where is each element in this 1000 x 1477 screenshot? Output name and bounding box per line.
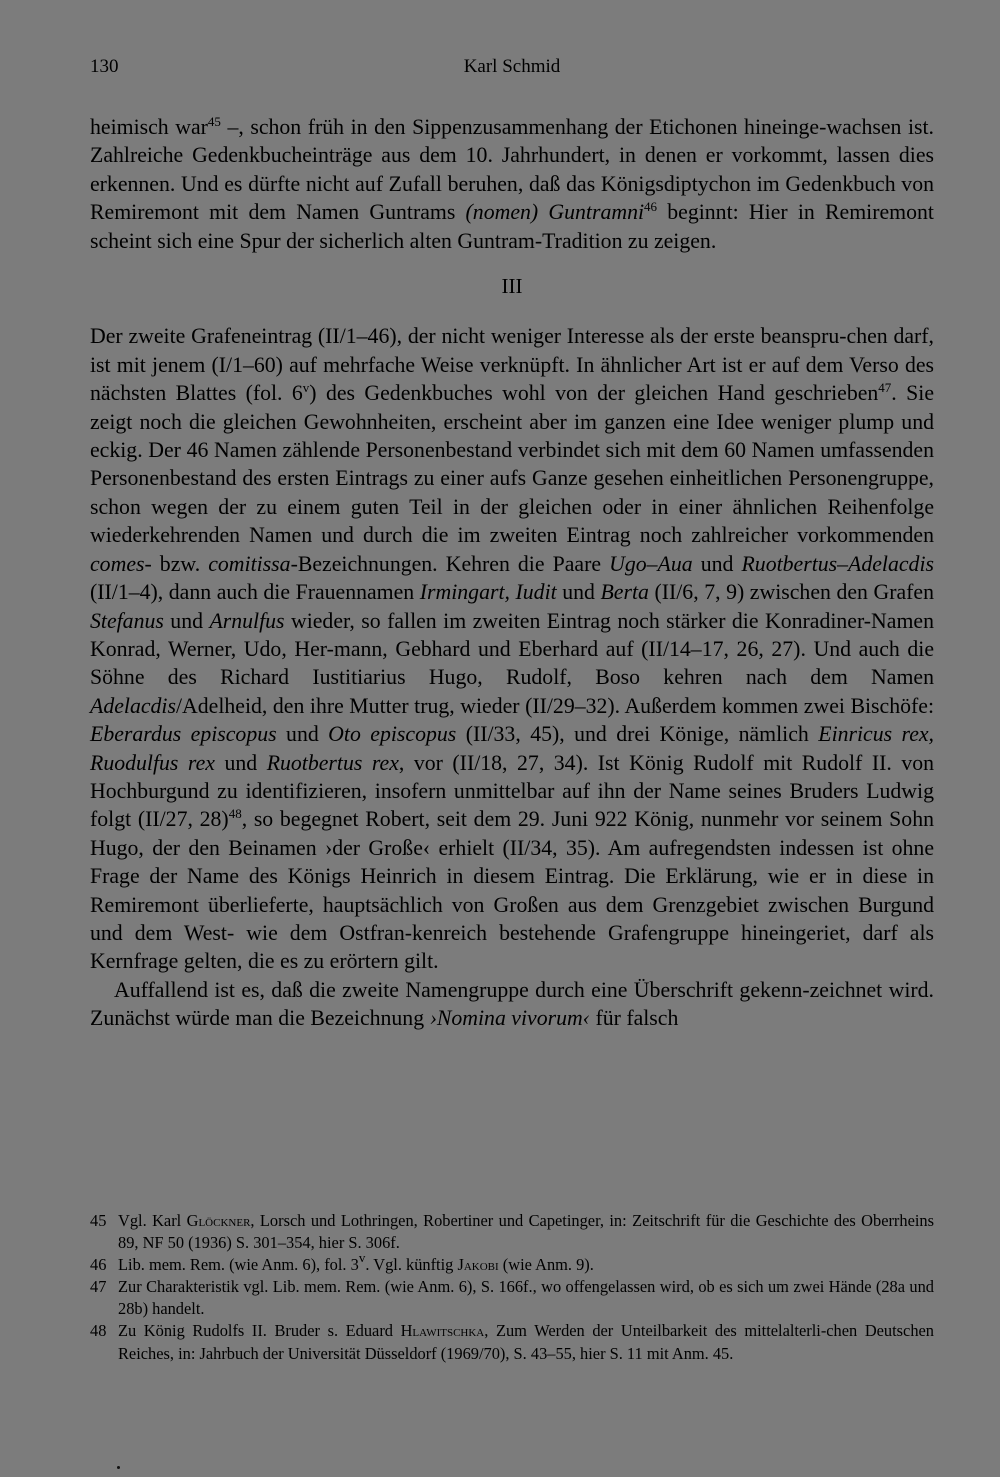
italic-name: Stefanus <box>90 608 164 633</box>
text-run: und <box>276 722 329 747</box>
text-run: ) des Gedenkbuches wohl von der gleichen Hand geschrieben <box>309 381 879 406</box>
footnote-45 <box>90 1210 934 1254</box>
page-speck <box>117 1466 120 1469</box>
text-run: wieder, so fallen im zweiten Eintrag noch stärker die Konradiner-Namen Konrad, Werner, Udo, Her-mann, Gebhard und Eberhard auf (II/14–17, 26, 27). Und auch die Söhne des Richard Iustitiarius Hugo, Rudolf, Boso kehren nach dem Namen <box>90 608 934 690</box>
section-heading: III <box>501 274 523 299</box>
italic-name: Berta <box>600 580 649 605</box>
text-run: , Zum Werden der Unteilbarkeit des mittelalterli-chen Deutschen Reiches, in: Jahrbuch der Universität Düsseldorf (1969/70), S. 43–55, hier S. 11 mit Anm. 45. <box>118 1321 934 1363</box>
italic-name: Oto episcopus <box>328 722 457 747</box>
italic-name: Einricus rex, Ruodulfus rex <box>90 722 935 775</box>
footnote-48 <box>90 1320 934 1364</box>
text-run: , so begegnet Robert, seit dem 29. Juni 922 König, nunmehr vor seinem Sohn Hugo, der den Beinamen ›der Große‹ erhielt (II/34, 35). Am aufregendsten indessen ist ohne Frage der Name des Königs Heinrich in diesem Eintrag. Die Erklärung, wie er in diese in Remiremont überlieferte, hauptsächlich von Großen aus dem Grenzgebiet zwischen Burgund und dem West- wie dem Ostfran-kenreich bestehende Grafengruppe hineingeriet, darf als Kernfrage gelten, die es zu erörtern gilt. <box>90 807 934 974</box>
text-run: . Vgl. künftig <box>365 1255 458 1275</box>
text-run: bzw. <box>151 551 209 576</box>
main-text <box>90 113 934 1033</box>
text-run: Zur Charakteristik vgl. Lib. mem. Rem. (wie Anm. 6), S. 166f., wo offengelassen wird, ob es sich um zwei Hände (28a und 28b) handelt. <box>118 1277 934 1319</box>
running-header <box>90 56 934 86</box>
text-run: (II/1–4), dann auch die Frauennamen <box>90 580 420 605</box>
footnote-number: 46 <box>90 1255 107 1275</box>
footnote-ref-47: 47 <box>878 380 892 396</box>
italic-name: Adelacdis <box>90 693 176 718</box>
author-name: Glöckner <box>186 1211 251 1230</box>
text-run: Der zweite Grafeneintrag (II/1–46), der nicht weniger Interesse als der erste beanspru-chen darf, ist mit jenem (I/1–60) auf mehrfache Weise verknüpft. In ähnlicher Art ist er auf dem Verso des nächsten Blattes (fol. 6 <box>90 324 934 406</box>
footnote-ref-46: 46 <box>644 199 658 215</box>
superscript-verso: v <box>358 1250 366 1266</box>
paragraph-1 <box>90 113 934 255</box>
text-run: (II/6, 7, 9) zwischen den Grafen <box>648 580 934 605</box>
footnote-46 <box>90 1250 934 1276</box>
text-run: und <box>692 551 742 576</box>
italic-latin-name: (nomen) Guntramni <box>465 200 645 225</box>
text-run: /Adelheid, den ihre Mutter trug, wieder (II/29–32). Außerdem kommen zwei Bischöfe: <box>175 693 934 718</box>
text-run: heimisch war <box>90 115 208 139</box>
text-run: , vor (II/18, 27, 34). Ist König Rudolf mit Rudolf II. von Hochburgund zu identifizieren, insofern unmittelbar auf ihn der Name seines Bruders Ludwig folgt (II/27, 28) <box>90 750 935 832</box>
author-name: Jakobi <box>457 1255 499 1275</box>
text-run: . Sie zeigt noch die gleichen Gewohnheiten, erscheint aber im ganzen eine Idee weniger plump und eckig. Der 46 Namen zählende Personenbestand verbindet sich mit dem 60 Namen umfassenden Personenbestand des ersten Eintrags zu einer aufs Ganze gesehen einheitlichen Personengruppe, schon wegen der zu einem guten Teil in der gleichen oder in einer ähnlichen Reihenfolge wiederkehrenden Namen und durch die im zweiten Eintrag noch zahlreicher vorkommenden <box>90 381 934 548</box>
running-head-author: Karl Schmid <box>463 56 561 77</box>
page-number: 130 <box>90 56 119 77</box>
text-run: –, schon früh in den Sippenzusammenhang der Etichonen hineinge-wachsen ist. Zahlreiche Gedenkbucheinträge aus dem 10. Jahrhundert, in denen er vorkommt, lassen dies erkennen. Und es dürfte nicht auf Zufall beruhen, daß das Königsdiptychon im Gedenkbuch von Remiremont mit dem Namen Guntrams <box>90 115 934 225</box>
paragraph-2 <box>90 322 934 975</box>
text-run: Lib. mem. Rem. (wie Anm. 6), fol. 3 <box>118 1255 359 1275</box>
text-run: beginnt: Hier in Remiremont scheint sich eine Spur der sicherlich alten Guntram-Tradition zu zeigen. <box>90 200 934 253</box>
footnote-ref-48: 48 <box>228 806 242 822</box>
footnote-number: 47 <box>90 1277 107 1297</box>
paragraph-3 <box>90 976 934 1033</box>
italic-name: Eberardus episcopus <box>90 722 277 747</box>
text-run: und <box>163 608 210 633</box>
footnote-47 <box>90 1276 934 1320</box>
footnote-number: 45 <box>90 1211 107 1230</box>
text-run: (wie Anm. 9). <box>498 1255 594 1275</box>
footnote-number: 48 <box>90 1321 107 1341</box>
text-run: Vgl. Karl <box>118 1211 187 1230</box>
text-run: Auffallend ist es, daß die zweite Namengruppe durch eine Überschrift gekenn-zeichnet wird. Zunächst würde man die Bezeichnung <box>90 977 934 1031</box>
italic-term: comitissa- <box>208 551 298 576</box>
italic-name: Arnulfus <box>209 608 285 633</box>
italic-term: comes- <box>90 551 152 576</box>
text-run: und <box>556 580 601 605</box>
text-run: , Lorsch und Lothringen, Robertiner und Capetinger, in: Zeitschrift für die Geschichte des Oberrheins 89, NF 50 (1936) S. 301–354, hier S. 306f. <box>118 1211 934 1253</box>
italic-name: Ruotbertus rex <box>266 750 399 775</box>
italic-quote: ›Nomina vivorum‹ <box>429 1006 590 1031</box>
footnote-ref-45: 45 <box>207 114 221 129</box>
superscript-verso: v <box>302 380 310 396</box>
text-run: für falsch <box>590 1006 679 1031</box>
italic-name: Irmingart, Iudit <box>419 580 557 605</box>
italic-name: Ugo–Aua <box>609 551 693 576</box>
footnotes <box>90 1210 934 1365</box>
text-run: und <box>214 750 267 775</box>
text-run: Zu König Rudolfs II. Bruder s. Eduard <box>118 1321 401 1341</box>
italic-name: Ruotbertus–Adelacdis <box>741 551 934 576</box>
text-run: Bezeichnungen. Kehren die Paare <box>297 551 610 576</box>
author-name: Hlawitschka <box>400 1321 485 1341</box>
text-run: (II/33, 45), und drei Könige, nämlich <box>456 722 819 747</box>
